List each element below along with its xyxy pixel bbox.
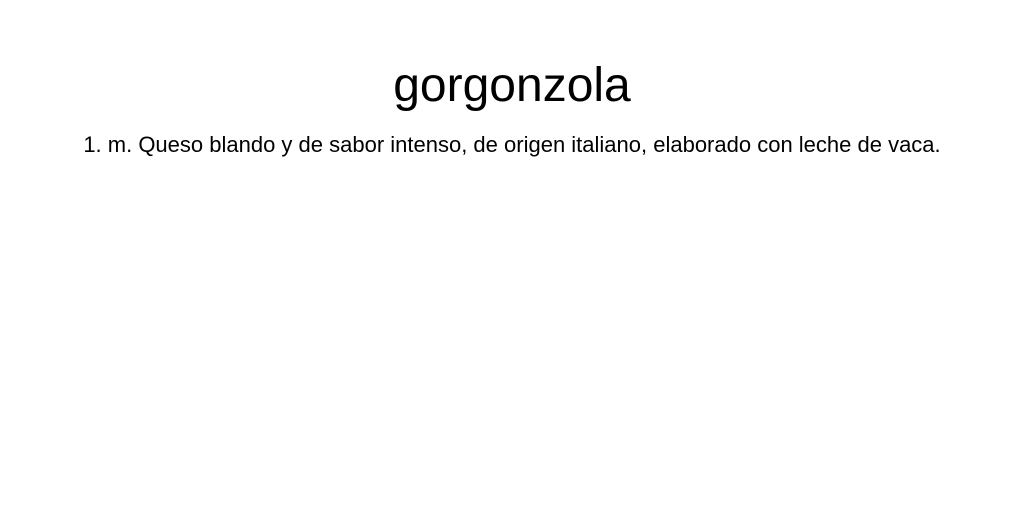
headword: gorgonzola [393,59,631,112]
dictionary-entry [0,0,1024,164]
definition-text: 1. m. Queso blando y de sabor intenso, de origen italiano, elaborado con leche de vaca. [83,132,941,157]
